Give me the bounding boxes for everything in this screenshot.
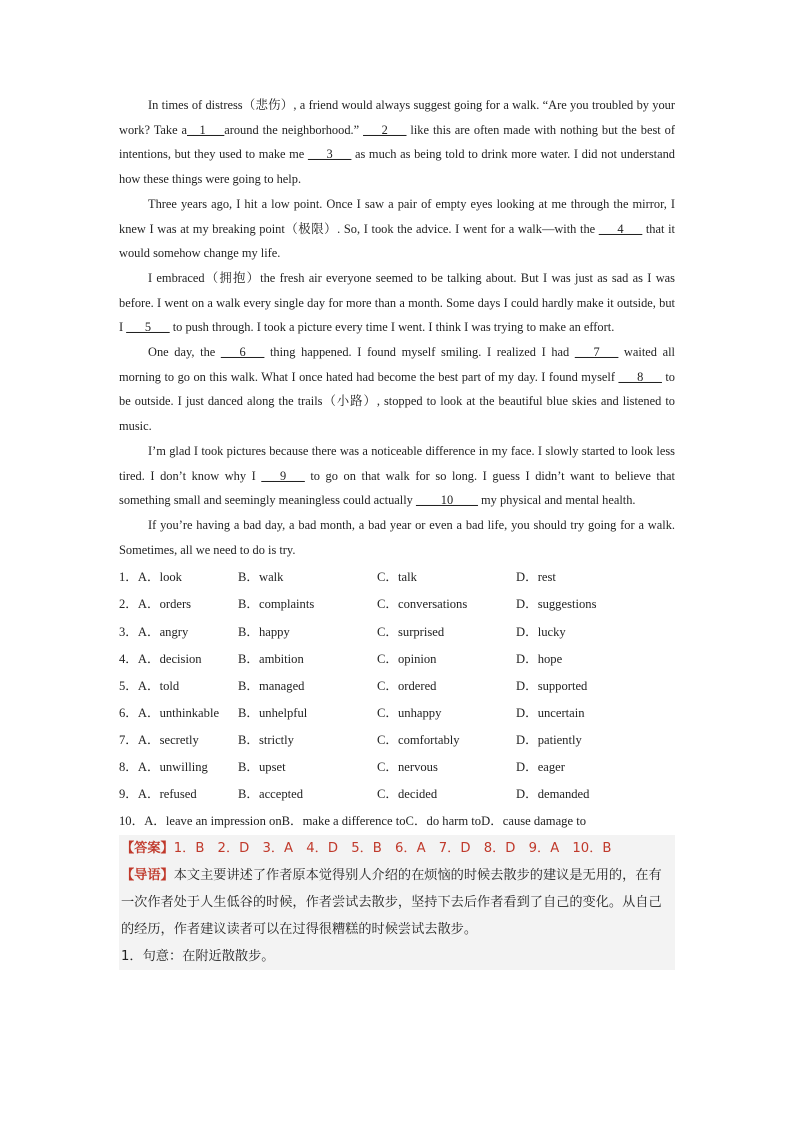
- option-row-7: [119, 727, 675, 754]
- blank-7: ___7___: [574, 345, 619, 360]
- question-number: 9．: [119, 787, 138, 802]
- text: waited all morning to go on this walk. What I once hated had become the best part of my day. I found myself: [119, 345, 675, 384]
- option-row-6: [119, 700, 675, 727]
- answer-key: [121, 835, 673, 862]
- option-text: A．orders: [137, 597, 192, 612]
- option-b: B．strictly: [238, 732, 294, 747]
- option-text: A．told: [137, 678, 180, 693]
- option-text: A．leave an impression on: [144, 814, 282, 829]
- option-b: B．accepted: [238, 787, 304, 802]
- answer-tag: 【答案】: [121, 841, 174, 857]
- option-a: [119, 754, 238, 781]
- option-row-3: [119, 619, 675, 646]
- option-d: D．suggestions: [516, 597, 597, 612]
- option-a: [119, 619, 238, 646]
- blank-6: ___6___: [220, 345, 265, 360]
- option-row-4: [119, 646, 675, 673]
- options-list: [119, 564, 675, 835]
- option-c: C．opinion: [377, 651, 437, 666]
- text: around the neighborhood.”: [224, 122, 364, 137]
- option-b: B．ambition: [238, 651, 304, 666]
- text: I embraced（拥抱）the fresh air everyone seemed to be talking about. But I was just as sad as I was before. I went on a walk every single day for more than a month. Some days I could hardly make it outside, but I: [119, 270, 675, 335]
- passage-paragraph-4: [119, 340, 675, 439]
- option-c: C．conversations: [377, 597, 468, 612]
- option-row-8: [119, 754, 675, 781]
- option-a: [119, 591, 238, 618]
- text: to be outside. I just danced along the trails（小路）, stopped to look at the beautiful blue skies and listened to music.: [119, 369, 675, 434]
- option-text: A．refused: [137, 787, 197, 802]
- option-c: C．nervous: [377, 760, 438, 775]
- text: In times of distress（悲伤）, a friend would always suggest going for a walk. “Are you troubled by your work? Take a: [119, 98, 675, 137]
- blank-4: ___4___: [598, 221, 643, 236]
- option-b: B．complaints: [238, 597, 315, 612]
- option-c: C．decided: [377, 787, 438, 802]
- passage-paragraph-6: [119, 513, 675, 562]
- option-text: A．decision: [137, 651, 202, 666]
- text: that it would somehow change my life.: [119, 221, 675, 261]
- option-a: [119, 564, 238, 591]
- question-number: 10．: [119, 814, 145, 829]
- question-number: 5．: [119, 678, 138, 693]
- text: One day, the: [148, 345, 221, 360]
- text: like this are often made with nothing but the best of intentions, but they used to make me: [119, 122, 675, 162]
- option-c: C．do harm to: [405, 814, 482, 829]
- option-a: [119, 781, 238, 808]
- option-d: D．rest: [516, 570, 556, 585]
- guide-tag: 【导语】: [121, 868, 174, 884]
- option-d: D．cause damage to: [481, 814, 587, 829]
- text: I’m glad I took pictures because there was a noticeable difference in my face. I slowly started to look less tired. I don’t know why I: [119, 443, 675, 483]
- explanation-1: 1．句意：在附近散散步。: [121, 949, 275, 965]
- option-text: A．unthinkable: [137, 705, 220, 720]
- text: as much as being told to drink more water. I did not understand how these things were going to help.: [119, 147, 675, 187]
- blank-8: ___8___: [618, 369, 662, 384]
- option-row-2: [119, 591, 675, 618]
- option-b: B．upset: [238, 760, 286, 775]
- option-a: [119, 808, 282, 835]
- option-b: B．unhelpful: [238, 705, 308, 720]
- passage-paragraph-3: [119, 266, 675, 340]
- text: to go on that walk for so long. I guess I didn’t want to believe that something small and seemingly meaningless could actually: [119, 468, 675, 508]
- option-text: A．look: [137, 570, 182, 585]
- text: If you’re having a bad day, a bad month, a bad year or even a bad life, you should try going for a walk. Sometimes, all we need to do is try.: [119, 517, 675, 557]
- question-number: 8．: [119, 760, 138, 775]
- option-c: C．unhappy: [377, 705, 442, 720]
- text: Three years ago, I hit a low point. Once I saw a pair of empty eyes looking at me through the mirror, I knew I was at my breaking point（极限）. So, I took the advice. I went for a walk—with the: [119, 196, 675, 236]
- passage-paragraph-2: [119, 192, 675, 266]
- option-text: A．unwilling: [137, 760, 208, 775]
- option-a: [119, 700, 238, 727]
- option-text: A．secretly: [137, 732, 199, 747]
- blank-1: __1___: [187, 122, 225, 137]
- question-number: 3．: [119, 624, 138, 639]
- question-number: 6．: [119, 705, 138, 720]
- option-a: [119, 673, 238, 700]
- option-text: A．angry: [137, 624, 189, 639]
- option-c: C．talk: [377, 570, 417, 585]
- answer-text: 1．B 2．D 3．A 4．D 5．B 6．A 7．D 8．D 9．A 10．B: [173, 841, 612, 857]
- blank-3: ___3___: [307, 147, 352, 162]
- question-number: 4．: [119, 651, 138, 666]
- question-number: 2．: [119, 597, 138, 612]
- option-a: [119, 727, 238, 754]
- text: my physical and mental health.: [477, 493, 636, 508]
- option-row-9: [119, 781, 675, 808]
- option-b: B．walk: [238, 570, 284, 585]
- passage-paragraph-1: [119, 93, 675, 192]
- option-b: B．make a difference to: [281, 814, 406, 829]
- blank-9: ___9___: [261, 468, 305, 483]
- blank-5: ___5___: [126, 320, 170, 335]
- guide-text: 本文主要讲述了作者原本觉得别人介绍的在烦恼的时候去散步的建议是无用的，在有一次作者处于人生低谷的时候，作者尝试去散步，坚持下去后作者看到了自己的变化。从自己的经历，作者建议读者可以在过得很糟糕的时候尝试去散步。: [121, 868, 662, 938]
- question-number: 1．: [119, 570, 138, 585]
- option-d: D．patiently: [516, 732, 582, 747]
- option-c: C．surprised: [377, 624, 445, 639]
- option-d: D．eager: [516, 760, 565, 775]
- guide-paragraph: [121, 862, 673, 943]
- option-row-1: [119, 564, 675, 591]
- text: thing happened. I found myself smiling. I realized I had: [264, 345, 575, 360]
- blank-2: ___2___: [363, 122, 407, 137]
- option-d: D．hope: [516, 651, 563, 666]
- option-a: [119, 646, 238, 673]
- option-b: B．happy: [238, 624, 290, 639]
- passage-paragraph-5: [119, 439, 675, 513]
- option-row-10: [119, 808, 675, 835]
- answer-section: [119, 835, 675, 970]
- option-d: D．demanded: [516, 787, 590, 802]
- document-page: [119, 93, 675, 970]
- question-number: 7．: [119, 732, 138, 747]
- option-c: C．comfortably: [377, 732, 460, 747]
- option-row-5: [119, 673, 675, 700]
- option-d: D．uncertain: [516, 705, 585, 720]
- option-d: D．supported: [516, 678, 588, 693]
- option-d: D．lucky: [516, 624, 566, 639]
- option-b: B．managed: [238, 678, 305, 693]
- text: to push through. I took a picture every time I went. I think I was trying to make an effort.: [169, 320, 615, 335]
- option-c: C．ordered: [377, 678, 437, 693]
- blank-10: ____10____: [415, 493, 478, 508]
